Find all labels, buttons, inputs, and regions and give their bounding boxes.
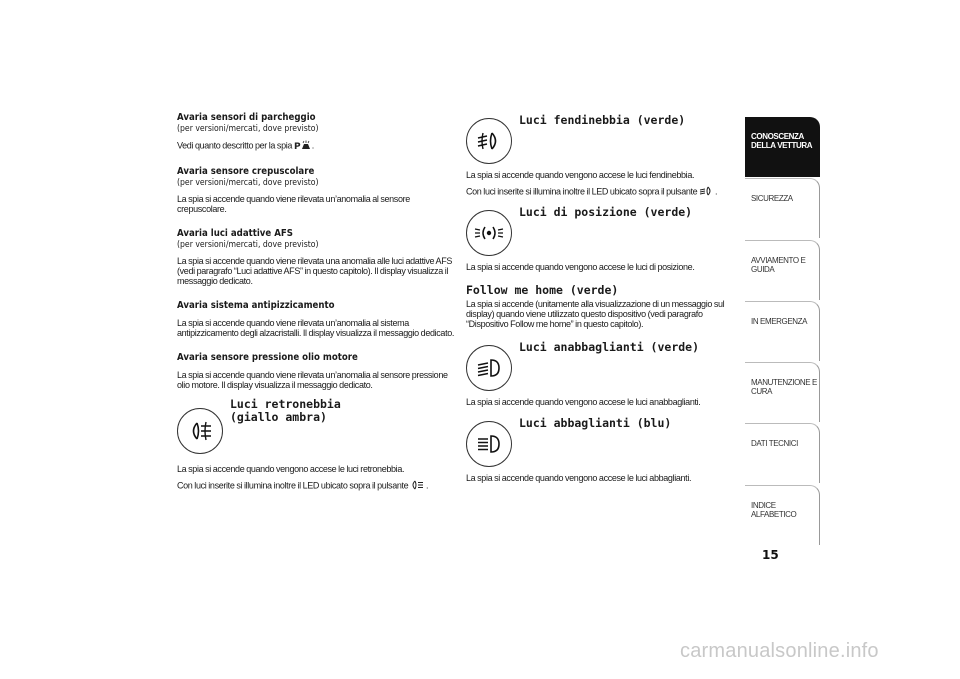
section-text	[466, 186, 728, 198]
position-light-icon	[466, 210, 512, 256]
chapter-tabs	[745, 117, 820, 546]
left-column	[177, 112, 455, 492]
section-title-oil-pressure: Avaria sensore pressione olio motore	[177, 352, 358, 363]
page-number: 15	[762, 548, 779, 562]
section-text: La spia si accende quando vengono accese le luci abbaglianti.	[466, 473, 692, 483]
section-text-body: Con luci inserite si illumina inoltre il LED ubicato sopra il pulsante	[466, 186, 698, 197]
section-text: La spia si accende (unitamente alla visualizzazione di un messaggio sul display) quando viene utilizzato questo dispositivo (vedi paragrafo “Dispositivo Follow me home” in questo capitolo).	[466, 299, 725, 329]
low-beam-block	[466, 339, 728, 393]
low-beam-icon	[466, 345, 512, 391]
front-fog-button-icon	[699, 186, 713, 198]
tab-indice-alfabetico[interactable]: INDICE ALFABETICO	[745, 485, 820, 545]
tab-in-emergenza[interactable]: IN EMERGENZA	[745, 301, 820, 361]
section-text-body: Vedi quanto descritto per la spia	[177, 140, 293, 151]
rear-fog-block	[177, 398, 455, 458]
rear-fog-title-line1: Luci retronebbia	[230, 397, 341, 411]
high-beam-block	[466, 415, 728, 469]
rear-fog-title	[230, 398, 341, 424]
section-text: La spia si accende quando viene rilevata un’anomalia al sensore crepuscolare.	[177, 194, 410, 214]
section-text-end: .	[311, 140, 314, 151]
section-title-parking-sensors: Avaria sensori di parcheggio	[177, 112, 316, 123]
front-fog-block	[466, 112, 728, 166]
tab-manutenzione-e-cura[interactable]: MANUTENZIONE E CURA	[745, 362, 820, 422]
tab-conoscenza-della-vettura[interactable]: CONOSCENZA DELLA VETTURA	[745, 117, 820, 177]
section-text: La spia si accende quando viene rilevata un’anomalia al sistema antipizzicamento degli alzacristalli. Il display visualizza il messaggio dedicato.	[177, 318, 455, 338]
position-light-block	[466, 204, 728, 256]
section-text: La spia si accende quando vengono accese le luci fendinebbia.	[466, 170, 695, 180]
section-text: La spia si accende quando vengono accese le luci retronebbia.	[177, 464, 405, 474]
tab-avviamento-e-guida[interactable]: AVVIAMENTO E GUIDA	[745, 240, 820, 300]
section-text: La spia si accende quando viene rilevata una anomalia alle luci adattive AFS (vedi paragrafo “Luci adattive AFS” in questo capitolo). Il display visualizza il messaggio dedicato.	[177, 256, 452, 286]
high-beam-title: Luci abbaglianti (blu)	[519, 416, 672, 430]
front-fog-title: Luci fendinebbia (verde)	[519, 113, 686, 127]
section-title-anti-pinch: Avaria sistema antipizzicamento	[177, 300, 335, 311]
section-title-afs: Avaria luci adattive AFS	[177, 228, 293, 239]
section-subtitle: (per versioni/mercati, dove previsto)	[177, 178, 319, 188]
section-text: La spia si accende quando vengono accese le luci di posizione.	[466, 262, 695, 272]
follow-me-home-title: Follow me home (verde)	[466, 283, 619, 297]
section-text-end: .	[715, 186, 718, 197]
section-subtitle: (per versioni/mercati, dove previsto)	[177, 240, 319, 250]
svg-text:P: P	[293, 142, 301, 150]
section-title-twilight-sensor: Avaria sensore crepuscolare	[177, 166, 315, 177]
tab-sicurezza[interactable]: SICUREZZA	[745, 178, 820, 238]
section-text	[177, 480, 455, 492]
section-text-end: .	[426, 480, 429, 491]
rear-fog-button-icon	[410, 480, 424, 492]
parking-sensor-icon	[294, 140, 310, 152]
section-text: La spia si accende quando vengono accese le luci anabbaglianti.	[466, 397, 701, 407]
front-fog-light-icon	[466, 118, 512, 164]
section-text: La spia si accende quando viene rilevata un’anomalia al sensore pressione olio motore. Il display visualizza il messaggio dedicato.	[177, 370, 448, 390]
high-beam-icon	[466, 421, 512, 467]
section-text	[177, 140, 455, 152]
section-subtitle: (per versioni/mercati, dove previsto)	[177, 124, 319, 134]
right-column	[466, 112, 728, 483]
section-text-body: Con luci inserite si illumina inoltre il LED ubicato sopra il pulsante	[177, 480, 409, 491]
rear-fog-title-line2: (giallo ambra)	[230, 410, 327, 424]
watermark: carmanualsonline.info	[680, 640, 879, 662]
rear-fog-light-icon	[177, 408, 223, 454]
low-beam-title: Luci anabbaglianti (verde)	[519, 340, 700, 354]
tab-dati-tecnici[interactable]: DATI TECNICI	[745, 423, 820, 483]
position-light-title: Luci di posizione (verde)	[519, 205, 693, 219]
